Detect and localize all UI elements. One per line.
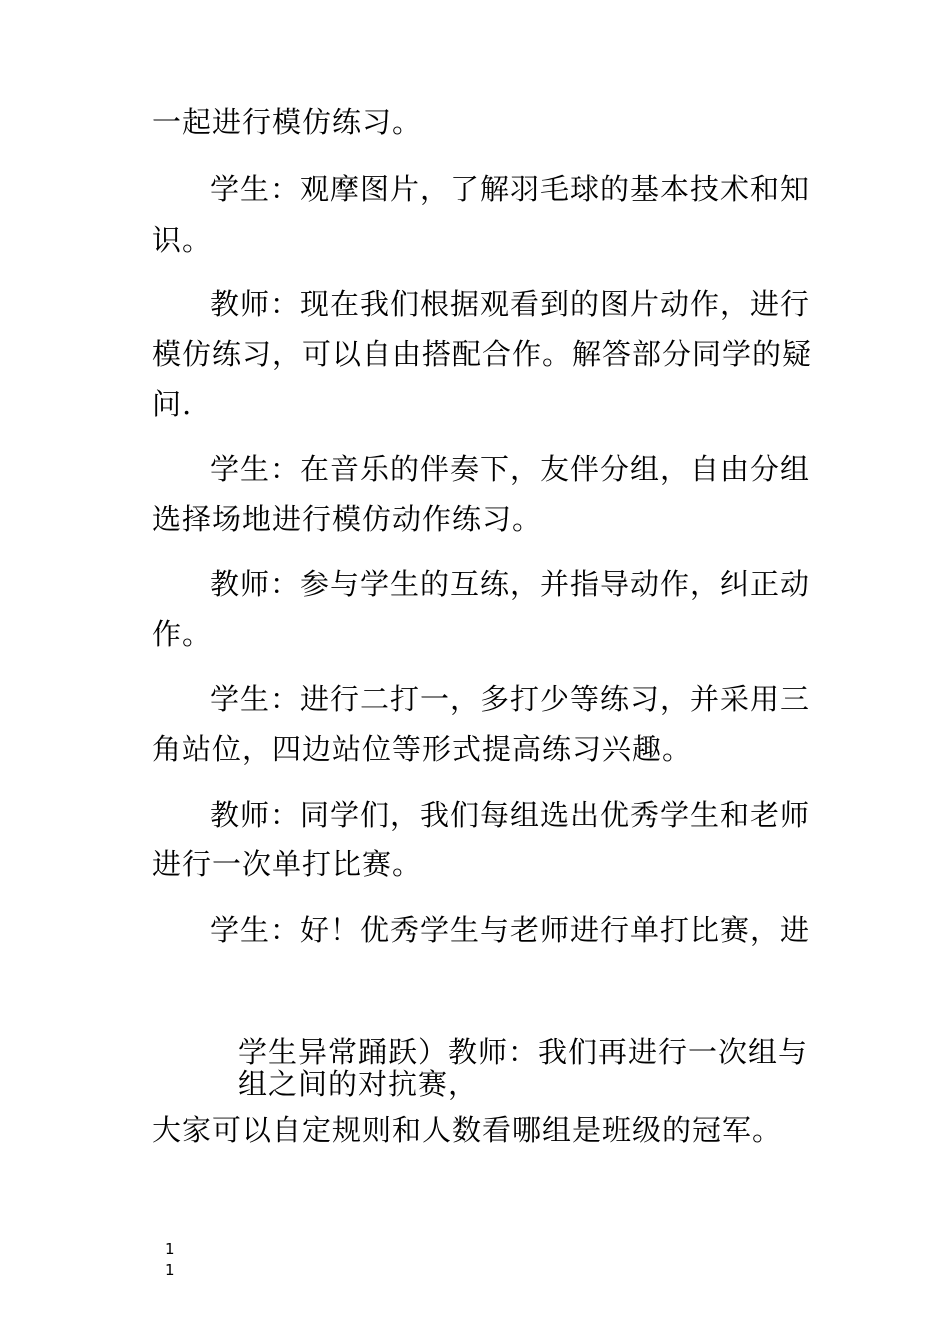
text-line: 一起进行模仿练习。 xyxy=(152,105,423,139)
text-line: 学生：进行二打一，多打少等练习，并采用三 xyxy=(210,682,811,716)
text-line: 角站位，四边站位等形式提高练习兴趣。 xyxy=(152,732,693,766)
text-line: 学生：在音乐的伴奏下，友伴分组，自由分组 xyxy=(210,452,811,486)
text-line: 选择场地进行模仿动作练习。 xyxy=(152,502,543,536)
text-line: 大家可以自定规则和人数看哪组是班级的冠军。 xyxy=(152,1113,783,1147)
text-line: 学生：观摩图片，了解羽毛球的基本技术和知 xyxy=(210,172,811,206)
text-line: 作。 xyxy=(152,617,213,651)
text-line: 识。 xyxy=(152,223,213,257)
text-line: 教师：参与学生的互练，并指导动作，纠正动 xyxy=(210,567,811,601)
page-number: 1 xyxy=(165,1240,175,1258)
text-line: 学生异常踊跃）教师：我们再进行一次组与 xyxy=(238,1035,809,1069)
text-line: 进行一次单打比赛。 xyxy=(152,847,423,881)
page-number: 1 xyxy=(165,1261,175,1279)
text-line: 教师：现在我们根据观看到的图片动作，进行 xyxy=(210,287,811,321)
text-line: 组之间的对抗赛， xyxy=(238,1067,479,1101)
text-line: 教师：同学们，我们每组选出优秀学生和老师 xyxy=(210,798,811,832)
text-line: 模仿练习，可以自由搭配合作。解答部分同学的疑 xyxy=(152,337,813,371)
text-line: 学生：好！优秀学生与老师进行单打比赛，进 xyxy=(210,913,811,947)
text-line: 问. xyxy=(152,387,193,421)
